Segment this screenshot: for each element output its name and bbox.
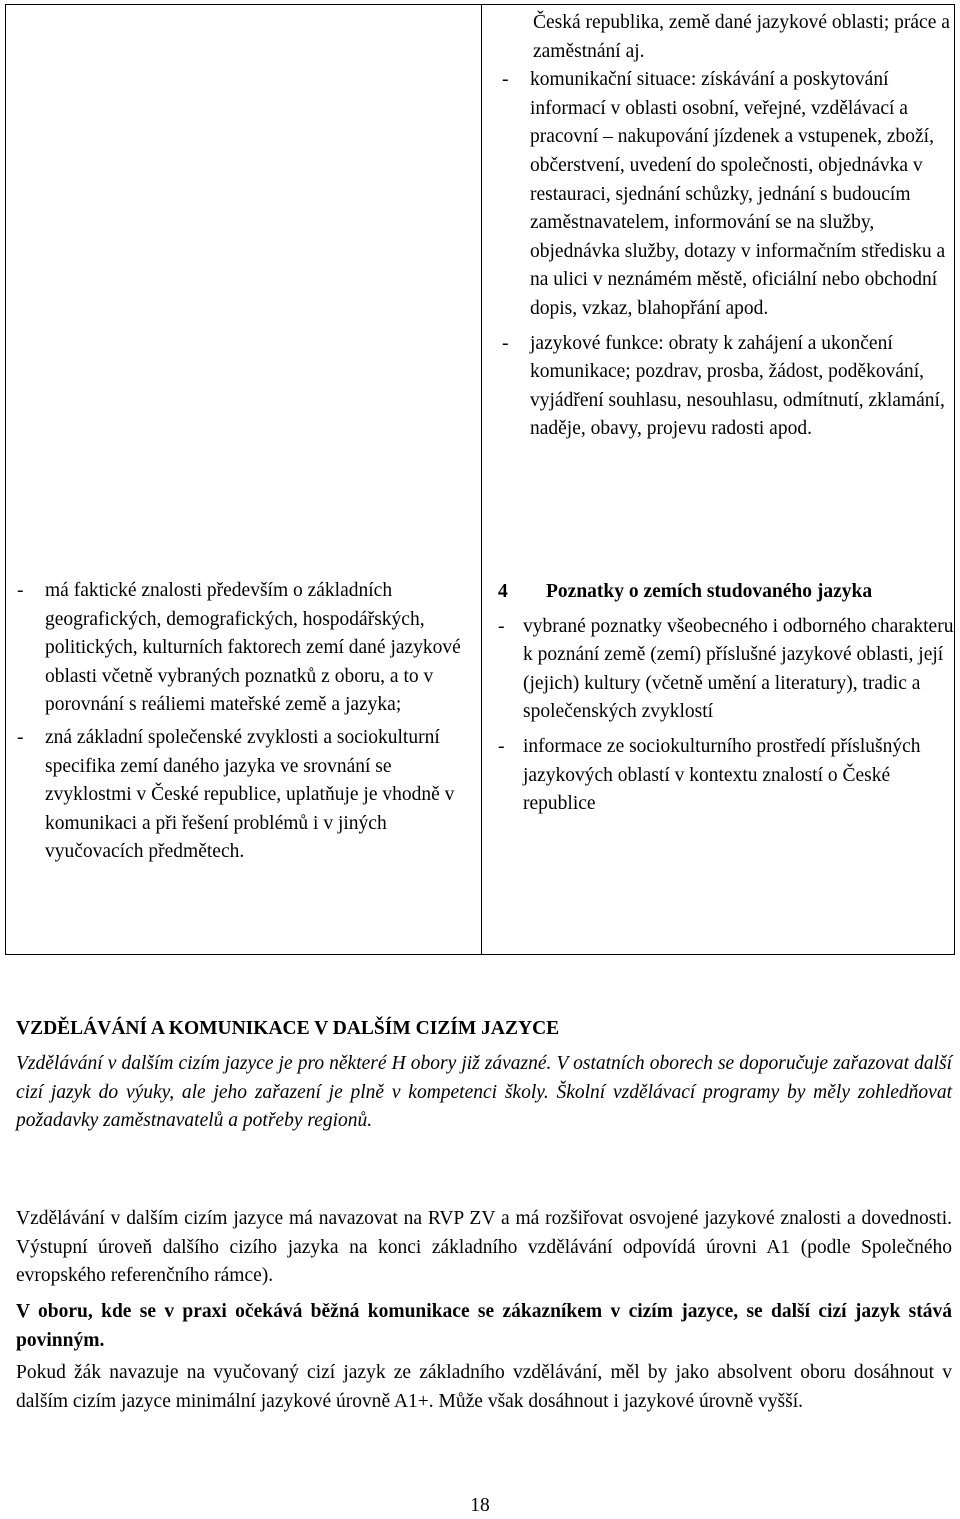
bold-paragraph: V oboru, kde se v praxi očekává běžná komunikace se zákazníkem v cizím jazyce, se další cizí jazyk stává povinným. (16, 1301, 952, 1351)
intro-paragraph: Vzdělávání v dalším cizím jazyce je pro některé H obory již závazné. V ostatních oborech se doporučuje zařazovat další cizí jazyk do výuky, ale jeho zařazení je plně v kompetenci školy. Školní vzdělávací programy by měly zohledňovat požadavky zaměstnavatelů a potřeby regionů. (16, 1053, 952, 1131)
paragraph: Vzdělávání v dalším cizím jazyce má navazovat na RVP ZV a má rozšiřovat osvojené jazykové znalosti a dovednosti. Výstupní úroveň dalšího cizího jazyka na konci základního vzdělávání odpovídá úrovni A1 (podle Společného evropského referenčního rámce). (16, 1208, 952, 1286)
page-number: 18 (470, 1495, 490, 1516)
bullet-dash: - (17, 726, 24, 748)
list-item-text: informace ze sociokulturního prostředí příslušných jazykových oblastí v kontextu znalostí o České republice (523, 735, 921, 815)
list-item (17, 577, 467, 720)
list-item (17, 724, 467, 867)
bullet-dash: - (502, 332, 509, 354)
bullet-dash: - (498, 735, 505, 757)
communication-topics (502, 9, 957, 450)
list-item (502, 66, 957, 323)
list-item-text: má faktické znalosti především o základních geografických, demografických, hospodářských, politických, kulturních faktorech zemí dané jazykové oblasti včetně vybraných poznatků z oboru, a to v porovnání s reáliemi mateřské země a jazyka; (45, 580, 461, 716)
curriculum-content-column (482, 5, 954, 954)
list-item (498, 733, 960, 819)
section-4-heading (498, 578, 960, 607)
section-title: Poznatky o zemích studovaného jazyka (546, 581, 873, 602)
learning-outcomes-column (6, 5, 482, 954)
list-item-text: vybrané poznatky všeobecného i odborného charakteru k poznání země (zemí) příslušné jazykové oblasti, její (jejich) kultury (včetně umění a literatury), tradic a společenských zvyklostí (523, 615, 954, 723)
list-item-text: komunikační situace: získávání a poskytování informací v oblasti osobní, veřejné, vzdělávací a pracovní – nakupování jízdenek a vstupenek, zboží, občerstvení, uvedení do společnosti, objednávka v restauraci, sjednání schůzky, jednání s budoucím zaměstnavatelem, informování se na služby, objednávka služby, dotazy v informačním středisku a na ulici v neznámém městě, oficiální nebo obchodní dopis, vzkaz, blahopřání apod. (530, 69, 946, 319)
section-4 (498, 578, 960, 825)
list-item-text: jazykové funkce: obraty k zahájení a ukončení komunikace; pozdrav, prosba, žádost, poděkování, vyjádření souhlasu, nesouhlasu, odmítnutí, zklamání, naděje, obavy, projevu radosti apod. (530, 332, 945, 440)
section-heading: VZDĚLÁVÁNÍ A KOMUNIKACE V DALŠÍM CIZÍM JAZYCE (16, 1018, 560, 1039)
bullet-dash: - (502, 69, 509, 91)
section-number: 4 (498, 581, 508, 602)
bullet-dash: - (17, 580, 24, 601)
bullet-dash: - (498, 615, 505, 637)
paragraph: Pokud žák navazuje na vyučovaný cizí jazyk ze základního vzdělávání, měl by jako absolvent oboru dosáhnout v dalším cizím jazyce minimální jazykové úrovně A1+. Může však dosáhnout i jazykové úrovně vyšší. (16, 1362, 952, 1412)
outcomes-list (17, 577, 467, 871)
list-item (502, 330, 957, 444)
continued-text: Česká republika, země dané jazykové oblasti; práce a zaměstnání aj. (533, 12, 950, 62)
curriculum-table (5, 4, 955, 955)
list-item-text: zná základní společenské zvyklosti a sociokulturní specifika zemí daného jazyka ve srovnání se zvyklostmi v České republice, uplatňuje je vhodně v komunikaci a při řešení problémů i v jiných vyučovacích předmětech. (45, 726, 455, 863)
list-item (498, 613, 960, 727)
